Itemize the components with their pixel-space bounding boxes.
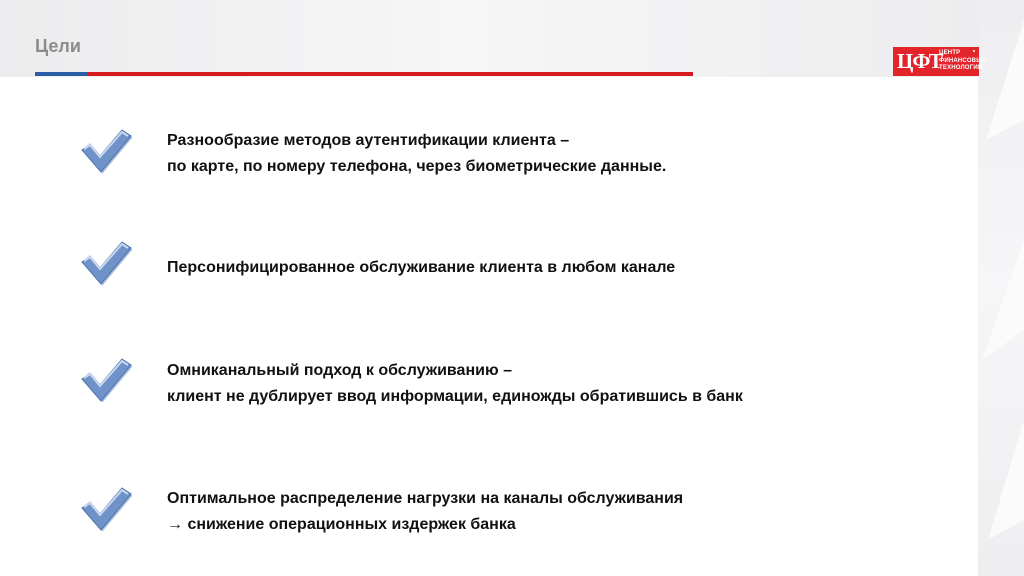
logo-line: ТЕХНОЛОГИЙ xyxy=(939,65,983,71)
goal-line: клиент не дублирует ввод информации, единожды обратившись в банк xyxy=(167,388,743,405)
goal-line: по карте, по номеру телефона, через биометрические данные. xyxy=(167,158,667,175)
goal-text xyxy=(167,128,867,180)
title-underline-blue xyxy=(35,72,87,76)
logo-dot xyxy=(973,50,975,52)
goal-text xyxy=(167,358,867,410)
title-underline-red xyxy=(87,72,693,76)
decorative-side-strip xyxy=(978,0,1024,576)
goal-text xyxy=(167,486,867,538)
logo-line: ЦЕНТР xyxy=(939,50,961,56)
header-band xyxy=(0,0,1024,77)
checkmark-icon xyxy=(78,486,134,532)
slide-title: Цели xyxy=(35,36,81,56)
checkmark-icon xyxy=(78,357,134,403)
logo-line: ФИНАНСОВЫХ xyxy=(939,57,987,64)
goal-line: Разнообразие методов аутентификации клиента – xyxy=(167,132,570,149)
goal-line: Персонифицированное обслуживание клиента в любом канале xyxy=(167,259,676,276)
goal-line: Омниканальный подход к обслуживанию – xyxy=(167,362,512,379)
logo-subtitle xyxy=(939,50,987,73)
goal-line: Оптимальное распределение нагрузки на каналы обслуживания xyxy=(167,490,684,507)
logo-mark: ЦФТ xyxy=(897,49,942,73)
checkmark-icon xyxy=(78,128,134,174)
company-logo xyxy=(893,47,987,76)
goal-text xyxy=(167,255,867,281)
checkmark-icon xyxy=(78,240,134,286)
goal-line: → снижение операционных издержек банка xyxy=(167,516,516,533)
